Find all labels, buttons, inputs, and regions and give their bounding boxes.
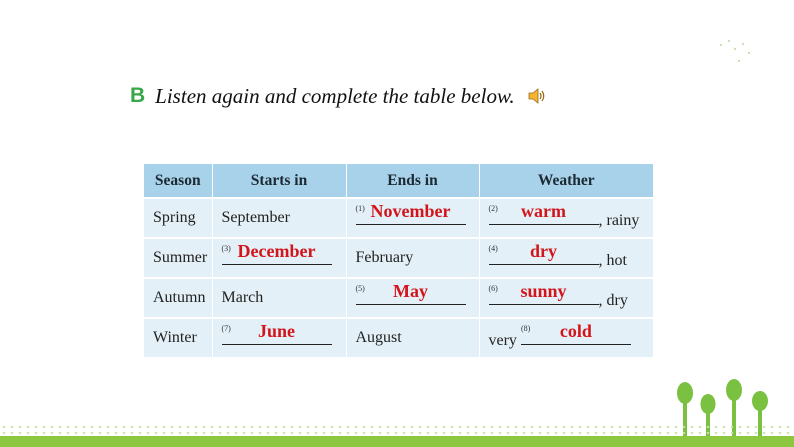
weather-cell xyxy=(479,318,653,357)
blank-number: (1) xyxy=(355,204,365,213)
answer-text: June xyxy=(257,321,295,341)
answer-blank[interactable] xyxy=(355,281,466,305)
answer-blank[interactable] xyxy=(520,321,631,345)
grass-texture xyxy=(0,424,794,436)
header-weather: Weather xyxy=(479,164,653,198)
weather-cell xyxy=(479,238,653,278)
answer-blank[interactable] xyxy=(355,201,466,225)
table-header-row xyxy=(144,164,653,198)
starts-cell xyxy=(212,318,346,357)
blank-number: (8) xyxy=(520,324,531,333)
weather-prefix: very xyxy=(488,332,521,349)
answer-blank[interactable] xyxy=(488,281,599,305)
weather-suffix: , hot xyxy=(598,252,627,269)
answer-text: cold xyxy=(559,321,592,341)
ground-strip xyxy=(0,436,794,447)
blank-number: (2) xyxy=(488,204,498,213)
table-row xyxy=(144,238,653,278)
ends-cell: August xyxy=(346,318,479,357)
exercise-instruction: Listen again and complete the table below. xyxy=(155,83,515,108)
answer-blank[interactable] xyxy=(488,201,599,225)
answer-text: dry xyxy=(530,241,557,261)
answer-blank[interactable] xyxy=(221,321,332,345)
header-ends-in: Ends in xyxy=(346,164,479,198)
answer-blank[interactable] xyxy=(221,241,332,265)
starts-cell: September xyxy=(212,198,346,238)
blank-number: (5) xyxy=(355,284,365,293)
exercise-heading xyxy=(130,82,547,110)
answer-text: May xyxy=(393,281,428,301)
season-cell: Spring xyxy=(144,198,212,238)
starts-cell: March xyxy=(212,278,346,318)
weather-cell xyxy=(479,278,653,318)
speaker-icon[interactable] xyxy=(527,86,547,106)
weather-suffix: , rainy xyxy=(598,212,640,229)
header-season: Season xyxy=(144,164,212,198)
blank-number: (4) xyxy=(488,244,498,253)
answer-text: December xyxy=(237,241,316,261)
blank-number: (7) xyxy=(221,324,231,333)
table-row xyxy=(144,278,653,318)
exercise-letter: B xyxy=(130,84,146,107)
answer-text: warm xyxy=(521,201,566,221)
weather-cell xyxy=(479,198,653,238)
seasons-table xyxy=(144,164,653,357)
table-row xyxy=(144,318,653,357)
starts-cell xyxy=(212,238,346,278)
answer-blank[interactable] xyxy=(488,241,599,265)
decorative-dots xyxy=(718,40,758,70)
header-starts-in: Starts in xyxy=(212,164,346,198)
season-cell: Winter xyxy=(144,318,212,357)
ends-cell: February xyxy=(346,238,479,278)
table-row xyxy=(144,198,653,238)
answer-text: November xyxy=(370,201,451,221)
season-cell: Autumn xyxy=(144,278,212,318)
weather-suffix: , dry xyxy=(598,292,628,309)
ends-cell xyxy=(346,278,479,318)
blank-number: (6) xyxy=(488,284,498,293)
answer-text: sunny xyxy=(520,281,567,301)
blank-number: (3) xyxy=(221,244,231,253)
season-cell: Summer xyxy=(144,238,212,278)
ends-cell xyxy=(346,198,479,238)
